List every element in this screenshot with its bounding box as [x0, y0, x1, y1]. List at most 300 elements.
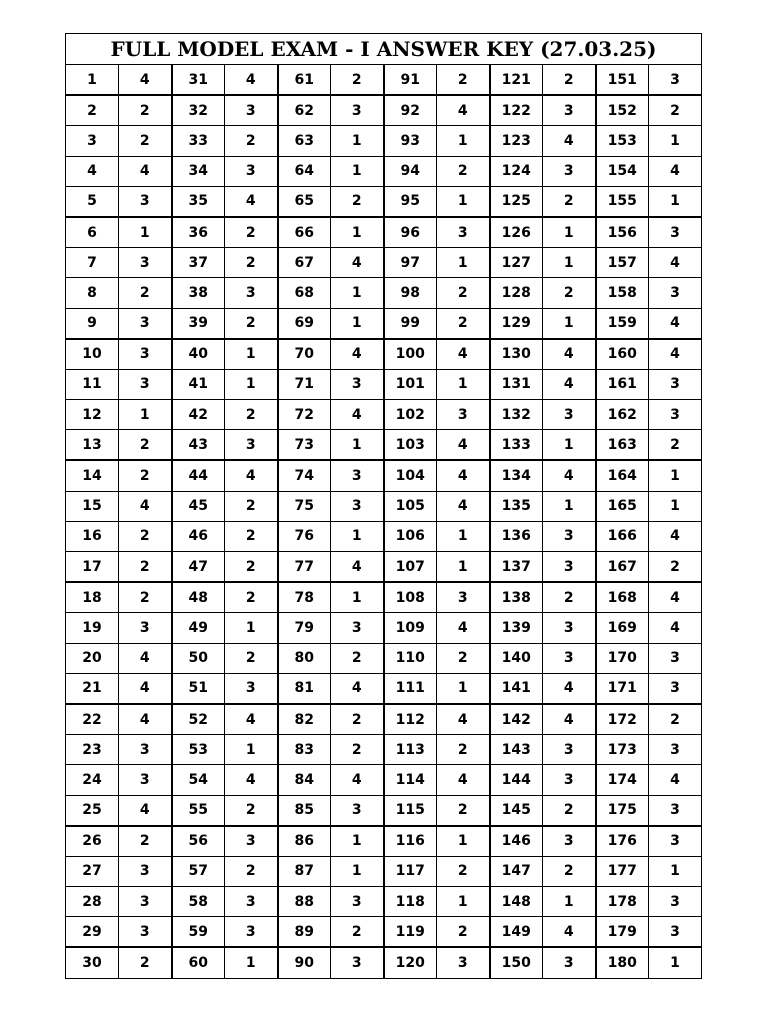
question-number: 5 — [66, 186, 119, 217]
answer-option: 3 — [543, 613, 596, 643]
question-number: 149 — [490, 917, 543, 948]
answer-option: 2 — [437, 278, 490, 308]
question-number: 122 — [490, 95, 543, 126]
answer-option: 4 — [649, 248, 702, 278]
question-number: 128 — [490, 278, 543, 308]
question-number: 94 — [384, 156, 437, 186]
question-number: 159 — [596, 308, 649, 339]
question-number: 160 — [596, 339, 649, 370]
question-number: 82 — [278, 704, 331, 735]
question-number: 107 — [384, 552, 437, 583]
question-number: 129 — [490, 308, 543, 339]
question-number: 50 — [172, 643, 225, 673]
question-number: 173 — [596, 735, 649, 765]
answer-option: 4 — [331, 400, 384, 430]
question-number: 83 — [278, 735, 331, 765]
table-row — [66, 491, 702, 521]
question-number: 73 — [278, 430, 331, 461]
answer-option: 2 — [437, 735, 490, 765]
question-number: 96 — [384, 217, 437, 248]
question-number: 62 — [278, 95, 331, 126]
question-number: 136 — [490, 521, 543, 551]
table-row — [66, 673, 702, 704]
answer-option: 4 — [437, 460, 490, 491]
question-number: 65 — [278, 186, 331, 217]
answer-option: 4 — [331, 673, 384, 704]
answer-option: 3 — [649, 65, 702, 96]
table-row — [66, 582, 702, 613]
table-row — [66, 369, 702, 399]
question-number: 71 — [278, 369, 331, 399]
question-number: 170 — [596, 643, 649, 673]
question-number: 32 — [172, 95, 225, 126]
answer-option: 3 — [119, 856, 172, 886]
answer-option: 1 — [649, 856, 702, 886]
question-number: 39 — [172, 308, 225, 339]
table-row — [66, 186, 702, 217]
answer-option: 2 — [225, 643, 278, 673]
answer-option: 3 — [225, 887, 278, 917]
answer-option: 1 — [437, 186, 490, 217]
answer-option: 4 — [543, 460, 596, 491]
question-number: 154 — [596, 156, 649, 186]
answer-option: 2 — [437, 156, 490, 186]
answer-option: 2 — [649, 704, 702, 735]
table-row — [66, 735, 702, 765]
answer-option: 2 — [119, 95, 172, 126]
question-number: 46 — [172, 521, 225, 551]
answer-option: 4 — [649, 613, 702, 643]
question-number: 114 — [384, 765, 437, 795]
question-number: 59 — [172, 917, 225, 948]
question-number: 125 — [490, 186, 543, 217]
question-number: 70 — [278, 339, 331, 370]
answer-option: 2 — [119, 278, 172, 308]
question-number: 27 — [66, 856, 119, 886]
question-number: 179 — [596, 917, 649, 948]
answer-option: 3 — [649, 369, 702, 399]
question-number: 164 — [596, 460, 649, 491]
answer-option: 2 — [331, 917, 384, 948]
answer-option: 2 — [119, 582, 172, 613]
question-number: 12 — [66, 400, 119, 430]
answer-option: 1 — [225, 735, 278, 765]
question-number: 143 — [490, 735, 543, 765]
question-number: 103 — [384, 430, 437, 461]
answer-option: 4 — [437, 339, 490, 370]
table-row — [66, 65, 702, 96]
answer-option: 4 — [119, 795, 172, 826]
answer-option: 3 — [543, 947, 596, 978]
answer-option: 1 — [225, 613, 278, 643]
answer-option: 2 — [225, 552, 278, 583]
table-row — [66, 217, 702, 248]
question-number: 92 — [384, 95, 437, 126]
question-number: 138 — [490, 582, 543, 613]
question-number: 14 — [66, 460, 119, 491]
answer-option: 2 — [119, 126, 172, 156]
answer-option: 3 — [437, 582, 490, 613]
page-title: FULL MODEL EXAM - I ANSWER KEY (27.03.25) — [66, 34, 702, 65]
question-number: 177 — [596, 856, 649, 886]
answer-option: 2 — [331, 65, 384, 96]
table-row — [66, 887, 702, 917]
question-number: 30 — [66, 947, 119, 978]
question-number: 153 — [596, 126, 649, 156]
table-row — [66, 339, 702, 370]
answer-option: 4 — [331, 339, 384, 370]
answer-option: 3 — [331, 460, 384, 491]
answer-option: 4 — [119, 673, 172, 704]
answer-option: 1 — [437, 673, 490, 704]
table-row — [66, 400, 702, 430]
answer-option: 2 — [437, 643, 490, 673]
question-number: 98 — [384, 278, 437, 308]
answer-option: 1 — [437, 521, 490, 551]
answer-option: 4 — [649, 582, 702, 613]
answer-option: 4 — [649, 339, 702, 370]
answer-option: 4 — [649, 521, 702, 551]
table-row — [66, 552, 702, 583]
question-number: 167 — [596, 552, 649, 583]
question-number: 127 — [490, 248, 543, 278]
table-row — [66, 856, 702, 886]
question-number: 36 — [172, 217, 225, 248]
question-number: 22 — [66, 704, 119, 735]
answer-option: 2 — [119, 521, 172, 551]
answer-option: 3 — [543, 156, 596, 186]
question-number: 168 — [596, 582, 649, 613]
answer-option: 3 — [119, 369, 172, 399]
answer-key-sheet — [65, 33, 702, 979]
question-number: 40 — [172, 339, 225, 370]
answer-option: 2 — [225, 248, 278, 278]
table-row — [66, 308, 702, 339]
question-number: 156 — [596, 217, 649, 248]
question-number: 68 — [278, 278, 331, 308]
answer-option: 4 — [649, 308, 702, 339]
question-number: 35 — [172, 186, 225, 217]
answer-option: 1 — [649, 460, 702, 491]
answer-option: 4 — [331, 552, 384, 583]
answer-option: 2 — [331, 186, 384, 217]
question-number: 19 — [66, 613, 119, 643]
question-number: 144 — [490, 765, 543, 795]
answer-option: 3 — [225, 826, 278, 857]
table-row — [66, 643, 702, 673]
question-number: 11 — [66, 369, 119, 399]
question-number: 38 — [172, 278, 225, 308]
question-number: 85 — [278, 795, 331, 826]
question-number: 7 — [66, 248, 119, 278]
answer-option: 1 — [649, 491, 702, 521]
question-number: 99 — [384, 308, 437, 339]
answer-option: 1 — [649, 186, 702, 217]
question-number: 63 — [278, 126, 331, 156]
answer-option: 2 — [543, 65, 596, 96]
answer-option: 1 — [437, 552, 490, 583]
answer-option: 1 — [437, 887, 490, 917]
question-number: 126 — [490, 217, 543, 248]
question-number: 61 — [278, 65, 331, 96]
question-number: 108 — [384, 582, 437, 613]
question-number: 172 — [596, 704, 649, 735]
table-row — [66, 917, 702, 948]
answer-option: 4 — [649, 156, 702, 186]
answer-option: 3 — [331, 491, 384, 521]
question-number: 17 — [66, 552, 119, 583]
question-number: 78 — [278, 582, 331, 613]
question-number: 33 — [172, 126, 225, 156]
question-number: 45 — [172, 491, 225, 521]
question-number: 165 — [596, 491, 649, 521]
question-number: 91 — [384, 65, 437, 96]
question-number: 80 — [278, 643, 331, 673]
question-number: 139 — [490, 613, 543, 643]
question-number: 1 — [66, 65, 119, 96]
question-number: 150 — [490, 947, 543, 978]
question-number: 60 — [172, 947, 225, 978]
answer-option: 1 — [225, 947, 278, 978]
answer-option: 2 — [119, 460, 172, 491]
answer-option: 1 — [543, 887, 596, 917]
answer-option: 2 — [225, 217, 278, 248]
answer-option: 4 — [225, 460, 278, 491]
question-number: 54 — [172, 765, 225, 795]
table-row — [66, 95, 702, 126]
question-number: 131 — [490, 369, 543, 399]
question-number: 81 — [278, 673, 331, 704]
question-number: 123 — [490, 126, 543, 156]
answer-option: 3 — [119, 613, 172, 643]
question-number: 6 — [66, 217, 119, 248]
question-number: 100 — [384, 339, 437, 370]
answer-option: 2 — [225, 795, 278, 826]
question-number: 120 — [384, 947, 437, 978]
answer-option: 2 — [543, 856, 596, 886]
question-number: 155 — [596, 186, 649, 217]
answer-option: 2 — [119, 430, 172, 461]
answer-option: 3 — [119, 887, 172, 917]
question-number: 37 — [172, 248, 225, 278]
question-number: 64 — [278, 156, 331, 186]
answer-option: 3 — [543, 765, 596, 795]
question-number: 51 — [172, 673, 225, 704]
answer-option: 3 — [119, 308, 172, 339]
question-number: 109 — [384, 613, 437, 643]
answer-option: 3 — [649, 643, 702, 673]
answer-option: 3 — [331, 369, 384, 399]
question-number: 79 — [278, 613, 331, 643]
question-number: 89 — [278, 917, 331, 948]
question-number: 111 — [384, 673, 437, 704]
question-number: 146 — [490, 826, 543, 857]
table-row — [66, 765, 702, 795]
table-row — [66, 795, 702, 826]
question-number: 84 — [278, 765, 331, 795]
question-number: 24 — [66, 765, 119, 795]
question-number: 66 — [278, 217, 331, 248]
answer-option: 1 — [119, 217, 172, 248]
answer-option: 2 — [331, 643, 384, 673]
answer-option: 1 — [225, 339, 278, 370]
question-number: 55 — [172, 795, 225, 826]
question-number: 18 — [66, 582, 119, 613]
table-row — [66, 460, 702, 491]
question-number: 115 — [384, 795, 437, 826]
answer-option: 1 — [543, 430, 596, 461]
answer-option: 4 — [225, 186, 278, 217]
answer-option: 3 — [649, 217, 702, 248]
question-number: 124 — [490, 156, 543, 186]
table-row — [66, 947, 702, 978]
answer-option: 4 — [543, 704, 596, 735]
answer-option: 2 — [225, 491, 278, 521]
question-number: 118 — [384, 887, 437, 917]
question-number: 43 — [172, 430, 225, 461]
question-number: 145 — [490, 795, 543, 826]
answer-option: 1 — [543, 491, 596, 521]
answer-option: 4 — [119, 491, 172, 521]
answer-option: 2 — [225, 126, 278, 156]
answer-option: 1 — [437, 248, 490, 278]
question-number: 97 — [384, 248, 437, 278]
answer-option: 2 — [119, 826, 172, 857]
question-number: 4 — [66, 156, 119, 186]
answer-option: 4 — [225, 65, 278, 96]
answer-option: 2 — [119, 947, 172, 978]
answer-option: 3 — [331, 795, 384, 826]
question-number: 41 — [172, 369, 225, 399]
answer-option: 3 — [543, 826, 596, 857]
answer-option: 3 — [225, 156, 278, 186]
question-number: 29 — [66, 917, 119, 948]
question-number: 26 — [66, 826, 119, 857]
answer-option: 2 — [437, 65, 490, 96]
question-number: 161 — [596, 369, 649, 399]
table-row — [66, 430, 702, 461]
answer-option: 1 — [649, 126, 702, 156]
question-number: 174 — [596, 765, 649, 795]
answer-option: 1 — [331, 278, 384, 308]
question-number: 119 — [384, 917, 437, 948]
table-row — [66, 826, 702, 857]
question-number: 72 — [278, 400, 331, 430]
question-number: 21 — [66, 673, 119, 704]
answer-option: 1 — [437, 126, 490, 156]
answer-option: 3 — [119, 765, 172, 795]
question-number: 104 — [384, 460, 437, 491]
question-number: 175 — [596, 795, 649, 826]
answer-option: 3 — [543, 735, 596, 765]
answer-option: 1 — [331, 126, 384, 156]
question-number: 106 — [384, 521, 437, 551]
answer-option: 3 — [119, 186, 172, 217]
answer-option: 1 — [331, 582, 384, 613]
answer-option: 3 — [225, 95, 278, 126]
answer-option: 4 — [119, 704, 172, 735]
table-row — [66, 126, 702, 156]
question-number: 16 — [66, 521, 119, 551]
question-number: 180 — [596, 947, 649, 978]
answer-option: 4 — [437, 765, 490, 795]
answer-option: 1 — [331, 217, 384, 248]
answer-option: 2 — [649, 430, 702, 461]
question-number: 2 — [66, 95, 119, 126]
answer-option: 3 — [437, 400, 490, 430]
answer-option: 2 — [225, 308, 278, 339]
question-number: 95 — [384, 186, 437, 217]
answer-option: 1 — [225, 369, 278, 399]
answer-option: 3 — [437, 217, 490, 248]
question-number: 135 — [490, 491, 543, 521]
answer-option: 1 — [331, 430, 384, 461]
question-number: 117 — [384, 856, 437, 886]
answer-option: 3 — [225, 917, 278, 948]
question-number: 176 — [596, 826, 649, 857]
question-number: 20 — [66, 643, 119, 673]
question-number: 137 — [490, 552, 543, 583]
question-number: 178 — [596, 887, 649, 917]
question-number: 58 — [172, 887, 225, 917]
answer-option: 1 — [331, 156, 384, 186]
answer-option: 3 — [649, 795, 702, 826]
answer-option: 4 — [543, 339, 596, 370]
question-number: 87 — [278, 856, 331, 886]
question-number: 134 — [490, 460, 543, 491]
answer-option: 3 — [225, 430, 278, 461]
answer-option: 2 — [437, 917, 490, 948]
question-number: 13 — [66, 430, 119, 461]
answer-option: 1 — [649, 947, 702, 978]
answer-option: 3 — [649, 826, 702, 857]
question-number: 169 — [596, 613, 649, 643]
question-number: 69 — [278, 308, 331, 339]
question-number: 47 — [172, 552, 225, 583]
question-number: 88 — [278, 887, 331, 917]
question-number: 34 — [172, 156, 225, 186]
answer-option: 2 — [437, 308, 490, 339]
question-number: 112 — [384, 704, 437, 735]
question-number: 93 — [384, 126, 437, 156]
table-row — [66, 521, 702, 551]
question-number: 31 — [172, 65, 225, 96]
question-number: 121 — [490, 65, 543, 96]
question-number: 15 — [66, 491, 119, 521]
table-row — [66, 704, 702, 735]
question-number: 28 — [66, 887, 119, 917]
answer-option: 1 — [331, 826, 384, 857]
question-number: 48 — [172, 582, 225, 613]
answer-option: 3 — [649, 278, 702, 308]
answer-option: 2 — [225, 521, 278, 551]
question-number: 147 — [490, 856, 543, 886]
answer-key-table — [65, 33, 702, 979]
answer-option: 3 — [225, 673, 278, 704]
answer-option: 1 — [331, 308, 384, 339]
question-number: 90 — [278, 947, 331, 978]
answer-option: 3 — [119, 248, 172, 278]
question-number: 151 — [596, 65, 649, 96]
question-number: 101 — [384, 369, 437, 399]
question-number: 53 — [172, 735, 225, 765]
answer-option: 3 — [649, 887, 702, 917]
answer-option: 4 — [543, 673, 596, 704]
answer-option: 4 — [437, 704, 490, 735]
answer-option: 3 — [225, 278, 278, 308]
question-number: 163 — [596, 430, 649, 461]
answer-option: 2 — [331, 735, 384, 765]
